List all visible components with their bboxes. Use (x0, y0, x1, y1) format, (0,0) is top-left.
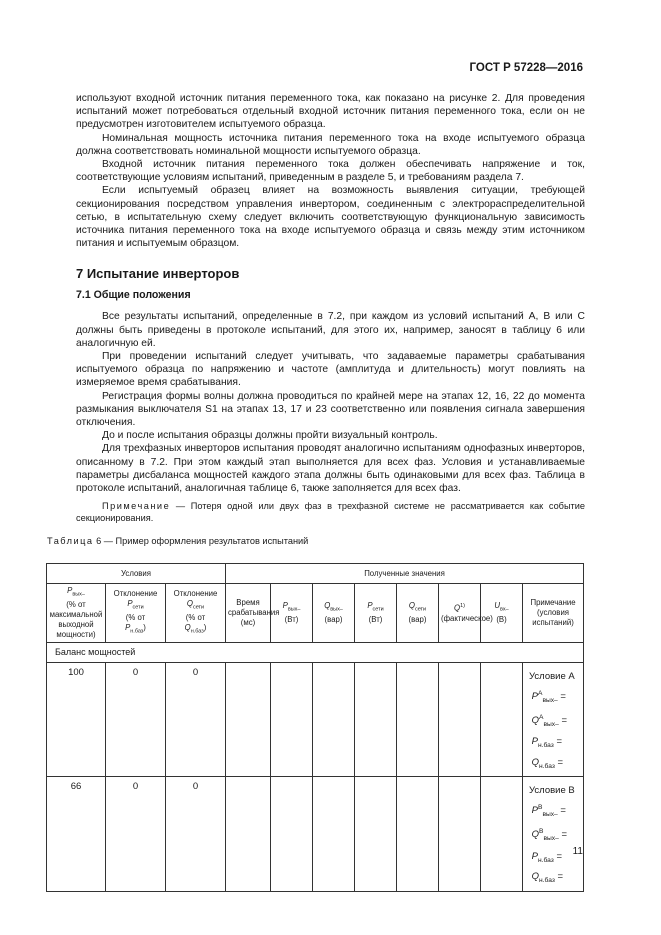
cell-dp: 0 (106, 662, 166, 777)
note-text: — Потеря одной или двух фаз в трехфазной системе не рассматривается как событие секционирования. (76, 501, 585, 524)
cell-dq: 0 (166, 777, 226, 892)
cell-empty (481, 777, 523, 892)
cell-empty (397, 777, 439, 892)
document-code: ГОСТ Р 57228—2016 (469, 62, 583, 74)
table-row (47, 777, 584, 892)
cell-condition: Условие В $P^В_{вых-}$ = $Q^В_{вых-}$ = $P_{н.баз}$ = $Q_{н.баз}$ = (523, 777, 584, 892)
cell-empty (481, 662, 523, 777)
cell-dp: 0 (106, 777, 166, 892)
header-pgrid: $P_{сети}$ (Вт) (355, 584, 397, 643)
header-time: Время срабатывания (мс) (226, 584, 271, 643)
header-qf: $Q^{1)}$ (фактическое) (439, 584, 481, 643)
subsection-title: 7.1 Общие положения (76, 289, 191, 302)
cell-empty (313, 662, 355, 777)
header-qgrid: $Q_{сети}$ (вар) (397, 584, 439, 643)
header-results: Полученные значения (226, 564, 584, 584)
balance-label: Баланс мощностей (47, 642, 584, 662)
table-row (47, 662, 584, 777)
page-content (47, 92, 585, 551)
paragraph-intro-3: Входной источник питания переменного тока должен обеспечивать напряжение и ток, соответствующие условиям испытаний, приведенным в разделе 5, и требованиям раздела 7. (76, 159, 585, 184)
paragraph-main-3: Регистрация формы волны должна проводиться по крайней мере на этапах 12, 16, 22 до момента размыкания выключателя S1 на этапах 13, 17 и 23 соответственно или появления сигнала завершения отключения. (76, 390, 585, 429)
results-table (46, 563, 584, 892)
note (76, 501, 585, 525)
cell-empty (226, 777, 271, 892)
cell-empty (271, 662, 313, 777)
paragraph-main-2: При проведении испытаний следует учитывать, что задаваемые параметры срабатывания испытуемого образца по напряжению и частоте (амплитуда и длительность) могут повлиять на измеряемое время срабатывания. (76, 351, 585, 389)
cell-empty (355, 777, 397, 892)
header-conditions: Условия (47, 564, 226, 584)
header-udc: $U_{вх-}$ (В) (481, 584, 523, 643)
cell-empty (397, 662, 439, 777)
cell-p: 66 (47, 777, 106, 892)
paragraph-main-4: До и после испытания образцы должны пройти визуальный контроль. (102, 430, 438, 442)
header-remark: Примечание (условия испытаний) (523, 584, 584, 643)
cell-p: 100 (47, 662, 106, 777)
paragraph-intro-4: Если испытуемый образец влияет на возможность выявления ситуации, требующей секционирования посредством управления инвертором, соединенным с электрораспределительной сетью, в испытательную схему следует включить соответствующую функциональную зависимость источника питания переменного тока на входе испытуемого образца и связь между этим источником питания и испытуемым образцом. (76, 185, 585, 250)
cell-empty (439, 777, 481, 892)
paragraph-main-5: Для трехфазных инверторов испытания проводят аналогично испытаниям однофазных инверторов, описанному в 7.2. При этом каждый этап выполняется для всех фаз. Условия и устанавливаемые параметры дисбаланса мощностей каждого этапа должны быть одинаковыми для всех фаз. Таблица в протоколе испытаний, аналогичная таблице 6, также заполняется для всех фаз. (76, 443, 585, 495)
page-number: 11 (572, 846, 583, 857)
header-pout: $P_{вых-}$ (% от максимальной выходной мощности) (47, 584, 106, 643)
table-caption-label: Таблица (47, 535, 94, 546)
table-caption (47, 536, 585, 546)
cell-empty (313, 777, 355, 892)
paragraph-intro-1: используют входной источник питания переменного тока, как показано на рисунке 2. Для проведения испытаний может потребоваться отдельный входной источник питания переменного тока, если он не предусмотрен изготовителем испытуемого образца. (76, 93, 585, 131)
cell-empty (355, 662, 397, 777)
table-header-row (47, 584, 584, 643)
section-title: 7 Испытание инверторов (76, 266, 240, 282)
paragraph-intro-2: Номинальная мощность источника питания переменного тока на входе испытуемого образца должна соответствовать номинальной мощности испытуемого образца. (76, 132, 585, 157)
cell-empty (439, 662, 481, 777)
header-pdev: Отклонение $P_{сети}$ (% от $P_{н.баз}$) (106, 584, 166, 643)
cell-condition: Условие А $P^А_{вых-}$ = $Q^А_{вых-}$ = $P_{н.баз}$ = $Q_{н.баз}$ = (523, 662, 584, 777)
header-pout-w: $P_{вых-}$ (Вт) (271, 584, 313, 643)
note-label: Примечание (102, 501, 171, 512)
paragraph-main-1: Все результаты испытаний, определенные в 7.2, при каждом из условий испытаний А, В или С должны быть приведены в протоколе испытаний, для этого их, например, заносят в таблицу 6 или аналогичную ей. (76, 311, 585, 349)
table-header-group-row (47, 564, 584, 584)
table-caption-text: 6 — Пример оформления результатов испытаний (93, 535, 309, 546)
header-qdev: Отклонение $Q_{сети}$ (% от $Q_{н.баз}$) (166, 584, 226, 643)
cell-empty (226, 662, 271, 777)
cell-empty (271, 777, 313, 892)
table-section-row (47, 642, 584, 662)
cell-dq: 0 (166, 662, 226, 777)
header-qout: $Q_{вых-}$ (вар) (313, 584, 355, 643)
